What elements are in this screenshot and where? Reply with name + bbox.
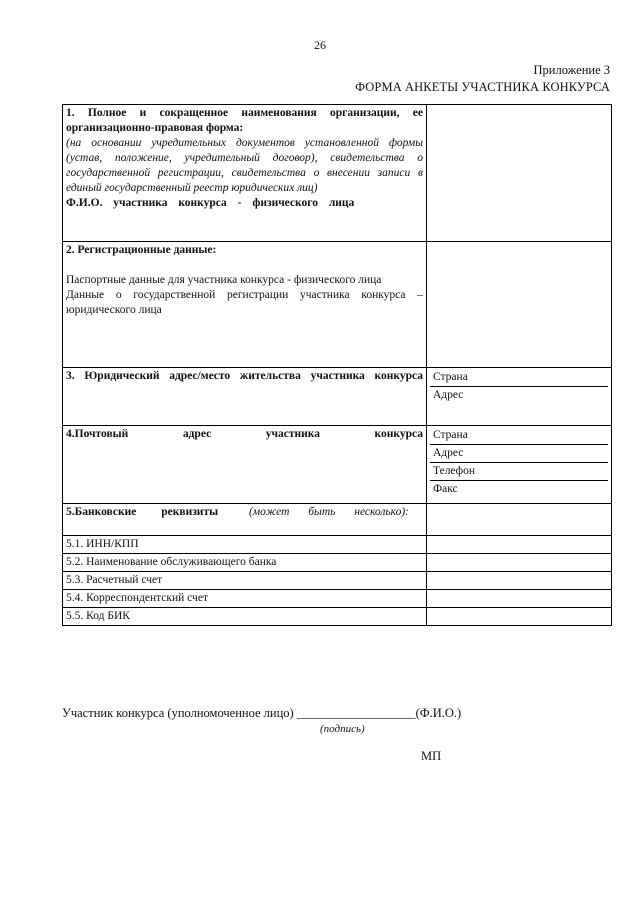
stamp-label: МП (421, 749, 442, 763)
section-2-passport: Паспортные данные для участника конкурса - физического лица (66, 274, 382, 286)
signature-line: Участник конкурса (уполномоченное лицо) ___________________(Ф.И.О.) (62, 706, 462, 720)
bank-row-label: 5.5. Код БИК (63, 608, 427, 626)
section-2-label-cell (63, 242, 427, 368)
bank-row (63, 536, 612, 554)
bank-row-value[interactable] (427, 536, 612, 554)
section-4-title: 4.Почтовый адрес участника конкурса (66, 428, 423, 440)
section-4-address[interactable]: Адрес (430, 445, 608, 463)
bank-row-value[interactable] (427, 608, 612, 626)
section-2-row (63, 242, 612, 368)
section-4-row (63, 426, 612, 504)
page-number: 26 (314, 38, 326, 52)
bank-row (63, 608, 612, 626)
appendix-label: Приложение 3 (533, 63, 610, 77)
section-5-label-cell (63, 504, 427, 536)
bank-row-label: 5.3. Расчетный счет (63, 572, 427, 590)
section-1-note: (на основании учредительных документов установленной формы (устав, положение, учредительный договор), свидетельства о государственной регистрации, свидетельства о внесении записи в единый государственный реестр юридических лиц) (66, 137, 423, 194)
section-3-row (63, 368, 612, 426)
bank-row (63, 590, 612, 608)
section-2-value-cell[interactable] (427, 242, 612, 368)
bank-row (63, 572, 612, 590)
bank-row-value[interactable] (427, 590, 612, 608)
signature-caption: (подпись) (320, 723, 365, 735)
section-2-title: 2. Регистрационные данные: (66, 244, 217, 256)
section-4-phone[interactable]: Телефон (430, 463, 608, 481)
bank-row (63, 554, 612, 572)
section-4-fields (427, 426, 612, 504)
section-5-value-cell[interactable] (427, 504, 612, 536)
section-3-title: 3. Юридический адрес/место жительства участника конкурса (66, 370, 423, 382)
bank-row-value[interactable] (427, 554, 612, 572)
bank-row-label: 5.4. Корреспондентский счет (63, 590, 427, 608)
section-1-person: Ф.И.О. участника конкурса - физического лица (66, 197, 355, 209)
form-title: ФОРМА АНКЕТЫ УЧАСТНИКА КОНКУРСА (355, 80, 610, 94)
section-1-label-cell (63, 105, 427, 242)
bank-row-label: 5.1. ИНН/КПП (63, 536, 427, 554)
section-3-country[interactable]: Страна (430, 369, 608, 387)
section-4-fax[interactable]: Факс (433, 483, 458, 495)
section-5-title: 5.Банковские реквизиты (66, 506, 219, 518)
bank-row-value[interactable] (427, 572, 612, 590)
section-5-title-note: (может быть несколько): (248, 506, 409, 518)
section-3-address[interactable]: Адрес (433, 389, 464, 401)
section-1-title: 1. Полное и сокращенное наименования организации, ее организационно-правовая форма: (66, 107, 423, 134)
section-4-label-cell (63, 426, 427, 504)
section-3-label-cell (63, 368, 427, 426)
section-1-value-cell[interactable] (427, 105, 612, 242)
section-1-row (63, 105, 612, 242)
questionnaire-table (62, 104, 612, 626)
section-4-country[interactable]: Страна (430, 427, 608, 445)
section-3-fields (427, 368, 612, 426)
bank-row-label: 5.2. Наименование обслуживающего банка (63, 554, 427, 572)
section-5-row (63, 504, 612, 536)
section-2-registration: Данные о государственной регистрации участника конкурса – юридического лица (66, 289, 423, 316)
